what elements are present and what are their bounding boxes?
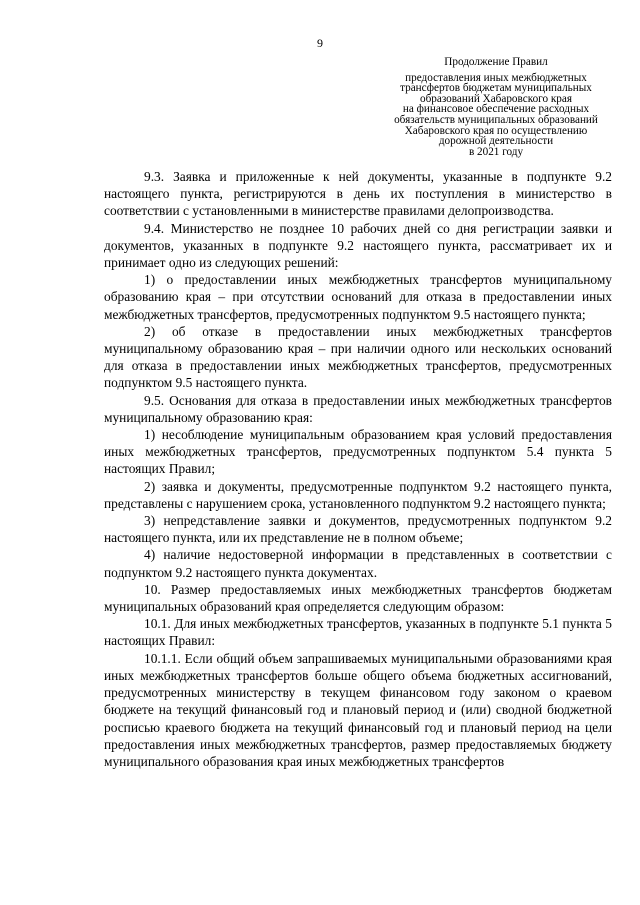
- paragraph-10: 10. Размер предоставляемых иных межбюджетных трансфертов бюджетам муниципальных образований края определяется следующим образом:: [104, 581, 612, 615]
- paragraph-10-1: 10.1. Для иных межбюджетных трансфертов, указанных в подпункте 5.1 пункта 5 настоящих Правил:: [104, 616, 612, 649]
- document-header: [378, 57, 614, 157]
- header-line: предоставления иных межбюджетных: [405, 71, 587, 84]
- paragraph-9-5: 9.5. Основания для отказа в предоставлении иных межбюджетных трансфертов муниципальному образованию края:: [104, 392, 612, 425]
- header-line: трансфертов бюджетам муниципальных: [400, 82, 592, 95]
- paragraph-9-3: 9.3. Заявка и приложенные к ней документы, указанные в подпункте 9.2 настоящего пункта, регистрируются в день их поступления в министерство в соответствии с установленными в министерстве правилами делопроизводства.: [104, 169, 612, 219]
- header-line: Хабаровского края по осуществлению: [404, 124, 588, 137]
- paragraph-9-5-item-3: 3) непредставление заявки и документов, предусмотренных подпунктом 9.2 настоящего пункта, или их представление не в полном объеме;: [104, 513, 612, 546]
- paragraph-9-4-item-1: 1) о предоставлении иных межбюджетных трансфертов муниципальному образованию края – при отсутствии оснований для отказа в предоставлении иных межбюджетных трансфертов, предусмотренных подпунктом 9.5 настоящего пункта;: [104, 272, 612, 322]
- header-line: дорожной деятельности: [438, 135, 554, 148]
- header-line: в 2021 году: [468, 145, 524, 158]
- paragraph-9-4: 9.4. Министерство не позднее 10 рабочих дней со дня регистрации заявки и документов, указанных в подпункте 9.2 настоящего пункта, рассматривает их и принимает одно из следующих решений:: [104, 220, 612, 271]
- header-line: образований Хабаровского края: [419, 92, 573, 105]
- document-body: [104, 168, 612, 770]
- paragraph-9-4-item-2: 2) об отказе в предоставлении иных межбюджетных трансфертов муниципальному образованию края – при наличии одного или нескольких оснований для отказа в предоставлении иных межбюджетных трансфертов, предусмотренных подпунктом 9.5 настоящего пункта.: [104, 323, 612, 391]
- page-number: 9: [317, 36, 323, 50]
- paragraph-10-1-1: 10.1.1. Если общий объем запрашиваемых муниципальными образованиями края иных межбюджетных трансфертов больше общего объема бюджетных ассигнований, предусмотренных министерству в текущем финансовом году законом о краевом бюджете на текущий финансовый год и плановый период и (или) сводной бюджетной росписью краевого бюджета на текущий финансовый год и плановый период на цели предоставления иных межбюджетных трансфертов, размер предоставляемых бюджету муниципального образования края иных межбюджетных трансфертов: [104, 650, 612, 769]
- paragraph-9-5-item-1: 1) несоблюдение муниципальным образованием края условий предоставления иных межбюджетных трансфертов, предусмотренных подпунктом 5.4 пункта 5 настоящих Правил;: [104, 427, 612, 477]
- paragraph-9-5-item-2: 2) заявка и документы, предусмотренные подпунктом 9.2 настоящего пункта, представлены с нарушением срока, установленного подпунктом 9.2 настоящего пункта;: [104, 478, 612, 511]
- header-line: на финансовое обеспечение расходных: [402, 103, 590, 116]
- header-line: обязательств муниципальных образований: [394, 113, 598, 126]
- paragraph-9-5-item-4: 4) наличие недостоверной информации в представленных в соответствии с подпунктом 9.2 настоящего пункта документах.: [104, 547, 612, 580]
- header-line: Продолжение Правил: [444, 56, 548, 68]
